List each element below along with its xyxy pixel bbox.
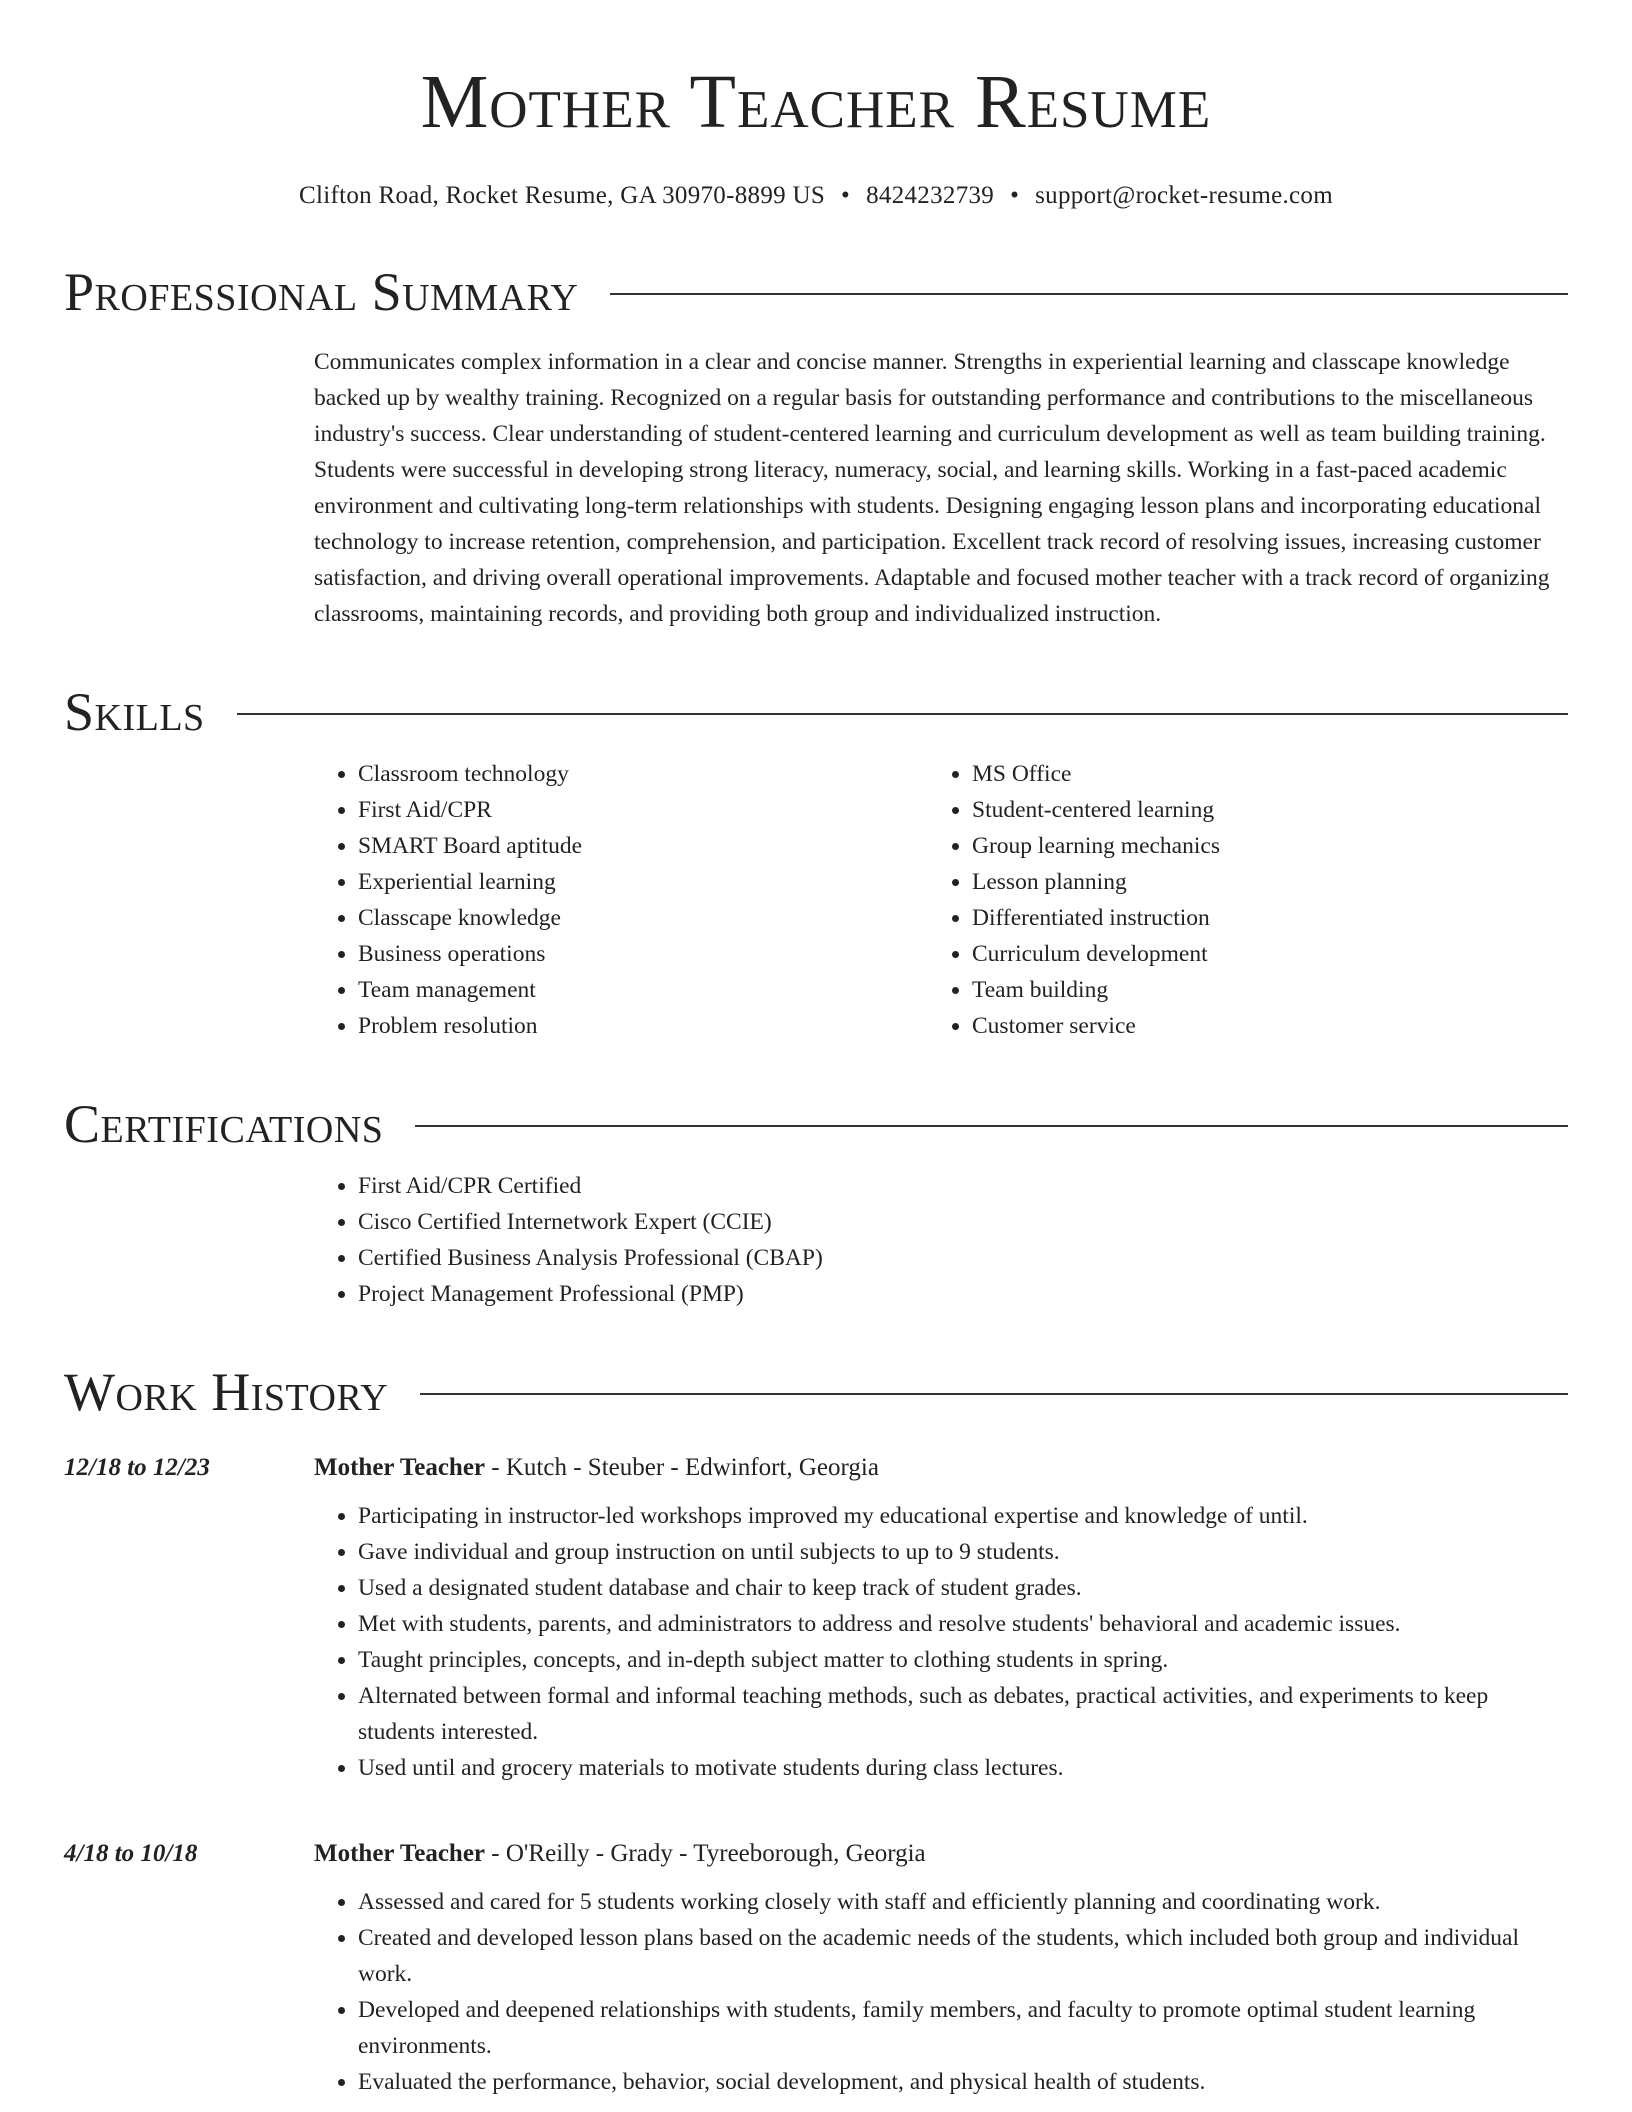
- job-duty: • Gave individual and group instruction on until subjects to up to 9 students.: [358, 1534, 1568, 1570]
- job-heading: [314, 1836, 926, 1872]
- certification-item: • Cisco Certified Internetwork Expert (CCIE): [358, 1204, 1568, 1240]
- contact-address: Clifton Road, Rocket Resume, GA 30970-8899 US: [299, 182, 826, 209]
- job-duty: • Participating in instructor-led workshops improved my educational expertise and knowledge of until.: [358, 1498, 1568, 1534]
- job-duties: [314, 1884, 1568, 2100]
- section-divider: [610, 293, 1568, 295]
- skills-column-left: [314, 756, 928, 1044]
- job-duty: • Met with students, parents, and administrators to address and resolve students' behavioral and academic issues.: [358, 1606, 1568, 1642]
- certification-item: • First Aid/CPR Certified: [358, 1168, 1568, 1204]
- summary-section-header: [64, 262, 1568, 322]
- skill-item: • Classroom technology: [358, 756, 928, 792]
- skill-item: • Lesson planning: [972, 864, 1542, 900]
- skills-list: [314, 756, 1568, 1044]
- contact-separator: •: [841, 182, 851, 209]
- job-header: [64, 1836, 1568, 1872]
- job-duty: • Used a designated student database and chair to keep track of student grades.: [358, 1570, 1568, 1606]
- job-header: [64, 1450, 1568, 1486]
- skill-item: • Team management: [358, 972, 928, 1008]
- certification-item: • Certified Business Analysis Professional (CBAP): [358, 1240, 1568, 1276]
- job-dates: 12/18 to 12/23: [64, 1454, 210, 1481]
- work-section-header: [64, 1362, 1568, 1422]
- summary-heading: Professional Summary: [64, 262, 579, 322]
- certifications-section-header: [64, 1094, 1568, 1154]
- job-duties: [314, 1498, 1568, 1786]
- contact-email: support@rocket-resume.com: [1035, 182, 1333, 209]
- job-heading: [314, 1450, 879, 1486]
- section-divider: [415, 1125, 1568, 1127]
- skill-item: • Classcape knowledge: [358, 900, 928, 936]
- skills-heading: Skills: [64, 682, 205, 742]
- skill-item: • Experiential learning: [358, 864, 928, 900]
- job-duty: • Created and developed lesson plans based on the academic needs of the students, which included both group and individual work.: [358, 1920, 1568, 1992]
- section-divider: [237, 713, 1568, 715]
- job-duty: • Developed and deepened relationships with students, family members, and faculty to promote optimal student learning environments.: [358, 1992, 1568, 2064]
- contact-separator: •: [1010, 182, 1020, 209]
- job-dates: 4/18 to 10/18: [64, 1840, 198, 1867]
- summary-text: Communicates complex information in a clear and concise manner. Strengths in experiential learning and classcape knowledge backed up by wealthy training. Recognized on a regular basis for outstanding performance and contributions to the miscellaneous industry's success. Clear understanding of student-centered learning and curriculum development as well as team building training. Students were successful in developing strong literacy, numeracy, social, and learning skills. Working in a fast-paced academic environment and cultivating long-term relationships with students. Designing engaging lesson plans and incorporating educational technology to increase retention, comprehension, and participation. Excellent track record of resolving issues, increasing customer satisfaction, and driving overall operational improvements. Adaptable and focused mother teacher with a track record of organizing classrooms, maintaining records, and providing both group and individualized instruction.: [314, 349, 1550, 627]
- job-duty: • Evaluated the performance, behavior, social development, and physical health of students.: [358, 2064, 1568, 2100]
- skill-item: • Curriculum development: [972, 936, 1542, 972]
- work-heading: Work History: [64, 1362, 389, 1422]
- certification-item: • Project Management Professional (PMP): [358, 1276, 1568, 1312]
- job-employer: - Kutch - Steuber - Edwinfort, Georgia: [485, 1454, 879, 1481]
- skill-item: • Business operations: [358, 936, 928, 972]
- skill-item: • Customer service: [972, 1008, 1542, 1044]
- job-entry: [64, 1836, 1568, 2100]
- skill-item: • MS Office: [972, 756, 1542, 792]
- job-duty: • Taught principles, concepts, and in-depth subject matter to clothing students in spring.: [358, 1642, 1568, 1678]
- certifications-heading: Certifications: [64, 1094, 384, 1154]
- section-divider: [420, 1393, 1568, 1395]
- certifications-list: [314, 1168, 1568, 1312]
- job-duty: • Alternated between formal and informal teaching methods, such as debates, practical activities, and experiments to keep students interested.: [358, 1678, 1568, 1750]
- skill-item: • SMART Board aptitude: [358, 828, 928, 864]
- job-employer: - O'Reilly - Grady - Tyreeborough, Georgia: [485, 1840, 926, 1867]
- job-entry: [64, 1450, 1568, 1786]
- resume-title: Mother Teacher Resume: [420, 60, 1212, 144]
- job-title: Mother Teacher: [314, 1454, 486, 1481]
- skill-item: • Student-centered learning: [972, 792, 1542, 828]
- skill-item: • Problem resolution: [358, 1008, 928, 1044]
- contact-phone: 8424232739: [866, 182, 995, 209]
- skill-item: • Team building: [972, 972, 1542, 1008]
- skill-item: • First Aid/CPR: [358, 792, 928, 828]
- skills-section-header: [64, 682, 1568, 742]
- job-title: Mother Teacher: [314, 1840, 486, 1867]
- skill-item: • Group learning mechanics: [972, 828, 1542, 864]
- job-duty: • Used until and grocery materials to motivate students during class lectures.: [358, 1750, 1568, 1786]
- contact-line: [64, 180, 1568, 212]
- skills-column-right: [928, 756, 1542, 1044]
- skill-item: • Differentiated instruction: [972, 900, 1542, 936]
- job-duty: • Assessed and cared for 5 students working closely with staff and efficiently planning and coordinating work.: [358, 1884, 1568, 1920]
